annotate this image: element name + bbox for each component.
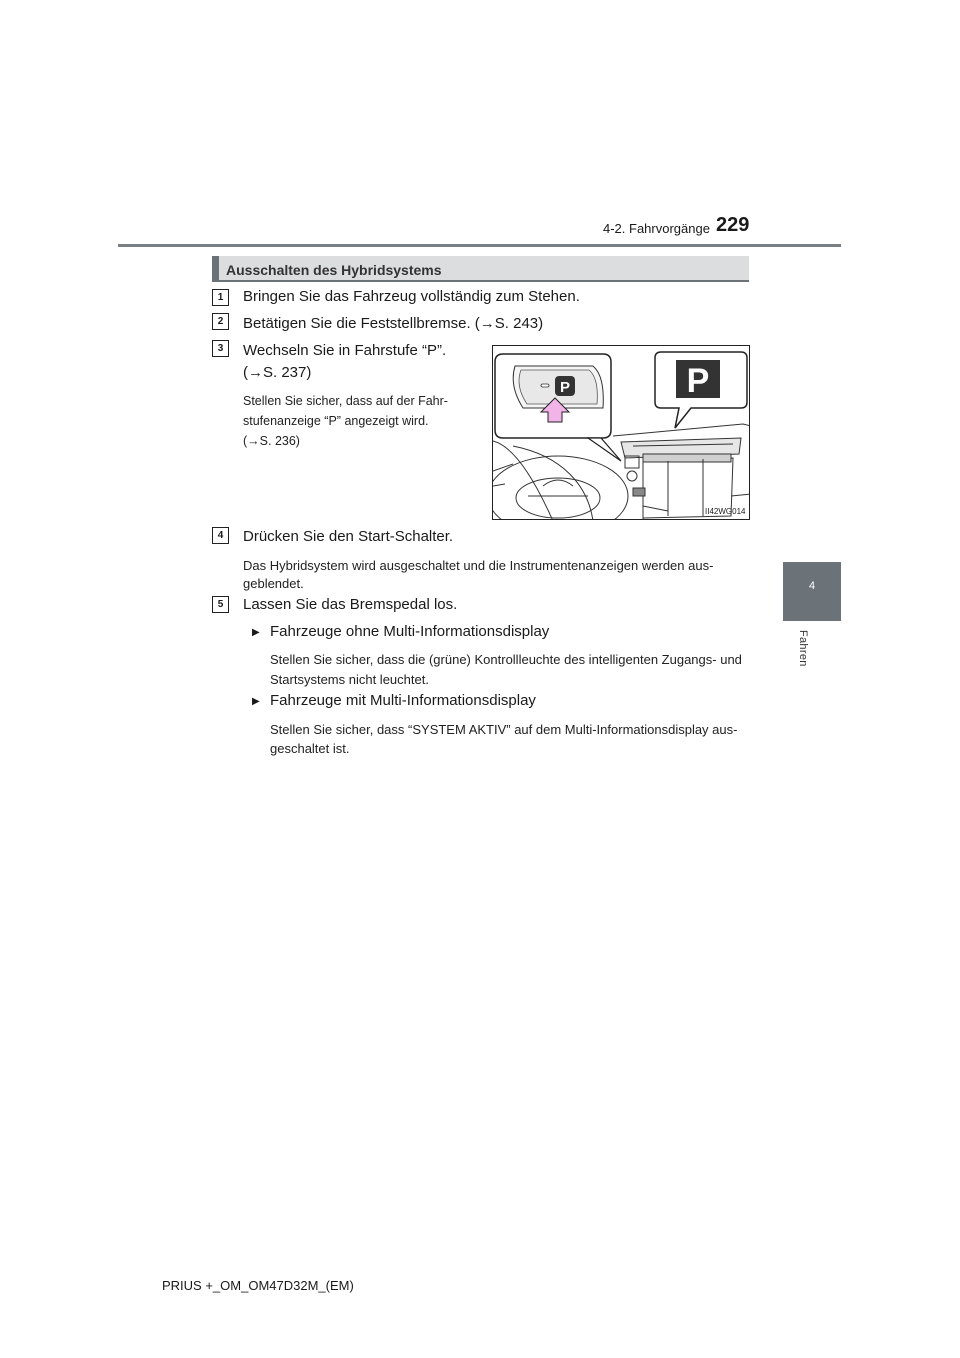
condition-1-note-line2: Startsystems nicht leuchtet. <box>270 672 429 687</box>
step-5-text: Lassen Sie das Bremspedal los. <box>243 596 458 613</box>
condition-1-note-line1: Stellen Sie sicher, dass die (grüne) Kontrollleuchte des intelligenten Zugangs- und <box>270 652 742 667</box>
start-button-letter: P <box>559 379 571 396</box>
figure-code: II42WG014 <box>705 507 746 516</box>
condition-2-note-line1: Stellen Sie sicher, dass “SYSTEM AKTIV” auf dem Multi-Informationsdisplay aus- <box>270 722 738 737</box>
step-3-text-line2: (→S. 237) <box>243 364 312 381</box>
step-4-note-line1: Das Hybridsystem wird ausgeschaltet und die Instrumentenanzeigen werden aus- <box>243 558 714 573</box>
page-number: 229 <box>716 214 750 236</box>
step-number-5: 5 <box>212 596 229 613</box>
bullet-triangle-icon: ▶ <box>252 696 260 707</box>
document-footer: PRIUS +_OM_OM47D32M_(EM) <box>162 1278 354 1293</box>
section-heading-accent <box>212 256 219 282</box>
step-2-text: Betätigen Sie die Feststellbremse. (→S. 243) <box>243 315 544 332</box>
dashboard-illustration <box>492 345 750 520</box>
step-1-text: Bringen Sie das Fahrzeug vollständig zum Stehen. <box>243 288 580 305</box>
header-rule <box>118 244 841 247</box>
chapter-number: 4 <box>808 580 816 592</box>
step-number-4: 4 <box>212 527 229 544</box>
condition-1-title: Fahrzeuge ohne Multi-Informationsdisplay <box>270 623 550 640</box>
step-number-2: 2 <box>212 313 229 330</box>
step-number-3: 3 <box>212 340 229 357</box>
section-heading: Ausschalten des Hybridsystems <box>226 262 442 278</box>
chapter-label: Fahren <box>797 630 809 667</box>
shift-indicator-letter: P <box>686 362 710 400</box>
condition-2-title: Fahrzeuge mit Multi-Informationsdisplay <box>270 692 536 709</box>
step-3-note-line3: (→S. 236) <box>243 434 300 448</box>
header-section-title: 4-2. Fahrvorgänge <box>603 221 710 236</box>
bullet-triangle-icon: ▶ <box>252 627 260 638</box>
step-4-note-line2: geblendet. <box>243 576 304 591</box>
step-number-1: 1 <box>212 289 229 306</box>
step-4-text: Drücken Sie den Start-Schalter. <box>243 528 454 545</box>
step-3-note-line2: stufenanzeige “P” angezeigt wird. <box>243 414 429 428</box>
condition-2-note-line2: geschaltet ist. <box>270 741 350 756</box>
step-3-text-line1: Wechseln Sie in Fahrstufe “P”. <box>243 342 447 359</box>
step-3-note-line1: Stellen Sie sicher, dass auf der Fahr- <box>243 394 448 408</box>
